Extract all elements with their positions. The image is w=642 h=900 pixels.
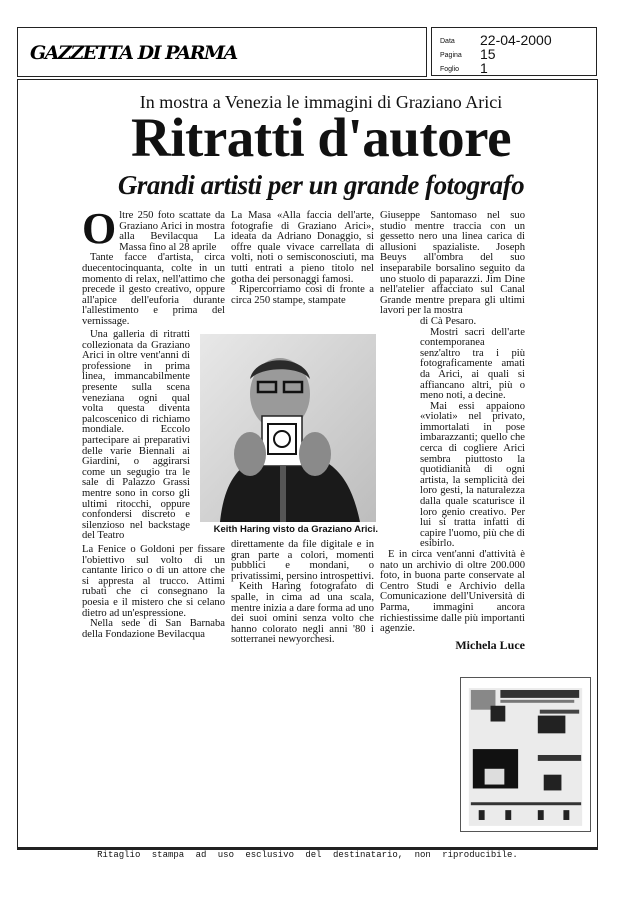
paragraph: Keith Haring fotografato di spalle, in cima ad una scala, mentre inizia a dare forma ad uno dei suoi omini senza volto che hanno colorato negli anni '80 i sotterranei newyorchesi. (231, 581, 374, 646)
page-thumbnail (460, 677, 591, 832)
meta-label: Foglio (440, 66, 460, 73)
paragraph: direttamente da file digitale e in gran parte a colori, momenti pubblici e mondani, o privatissimi, persino introspettivi. (231, 539, 375, 582)
paragraph (82, 204, 225, 253)
keith-haring-photo (200, 334, 376, 522)
photo-caption: Keith Haring visto da Graziano Arici. (213, 524, 378, 535)
column-2-bottom (231, 540, 374, 646)
article-subtitle: Grandi artisti per un grande fotografo (117, 170, 525, 200)
paragraph: Tante facce d'artista, circa duecentocinquanta, colte in un momento di relax, nell'attimo che precede il gesto creativo, oppure all'apice dell'euforia durante l'allestimento e prima del vernissage. (82, 252, 225, 327)
article-title: Ritratti d'autore (131, 107, 511, 168)
paragraph: La Masa «Alla faccia dell'arte, fotografie di Graziano Arici», ideata da Adriano Donaggio, si offre quale vivace carrellata di volti, noti o semisconosciuti, ma tutti entrati a pieno titolo nel gotha dei personaggi famosi. (231, 210, 374, 285)
paragraph-text: ltre 250 foto scattate da Graziano Arici in mostra alla Bevilacqua La Massa fino al 28 aprile (119, 210, 225, 253)
meta-value: 22-04-2000 (480, 32, 552, 48)
masthead-box (17, 27, 427, 77)
paragraph: E in circa vent'anni d'attività è nato un archivio di oltre 200.000 foto, in buona parte conservate al Centro Studi e Archivio della Comunicazione dell'Università di Parma, immagini ancora richiestissime dalle più importanti agenzie. (380, 549, 525, 635)
article-kicker: In mostra a Venezia le immagini di Graziano Arici (139, 92, 503, 112)
author-signature: Michela Luce (455, 637, 525, 652)
column-2-top (231, 211, 374, 306)
column-1-top (82, 204, 225, 328)
clipping-meta-box (431, 27, 597, 76)
paragraph: Ripercorriamo così di fronte a circa 250 stampe, stampate (231, 284, 374, 306)
paragraph: Nella sede di San Barnaba della Fondazione Bevilacqua (82, 618, 225, 640)
paragraph: Mostri sacri dell'arte contemporanea senz'altro tra i più fotograficamente amati da Arici, ai quali si affiancano altri, più o meno noti, a decine. (420, 326, 525, 402)
column-3-narrow (420, 317, 525, 550)
copyright-notice: Ritaglio stampa ad uso esclusivo del destinatario, non riproducibile. (97, 850, 518, 860)
meta-value: 1 (480, 60, 488, 76)
newspaper-logo: GAZZETTA DI PARMA (30, 42, 237, 64)
meta-label: Data (440, 38, 455, 45)
drop-cap: O (82, 204, 117, 253)
meta-value: 15 (480, 46, 496, 62)
paragraph: La Fenice o Goldoni per fissare l'obiettivo sul volto di un cantante lirico o di un attore che si appresta al trucco. Attimi rubati che ci consegnano la poesia e il mistero che si celano dietro ad un'espressione. (82, 544, 225, 619)
column-1-narrow (82, 330, 190, 542)
paragraph: Mai essi appaiono «violati» nel privato, immortalati in pose imbarazzanti; quello che cerca di cogliere Arici sembra piuttosto la quotidianità di ogni artista, la semplicità dei loro gesti, la naturalezza dalla quale scaturisce il loro genio creativo. Per lui si tratta infatti di capire l'uomo, più che di esibirlo. (420, 400, 525, 550)
paragraph: di Cà Pesaro. (420, 315, 477, 327)
paragraph: Giuseppe Santomaso nel suo studio mentre traccia con un gessetto nero una linea carica di allusioni spazialiste. Joseph Beuys all'ombra del suo inseparabile borsalino seguito da uno stuolo di paparazzi. Jim Dine nell'atelier affacciato sul Canal Grande mentre prepara gli ultimi lavori per la mostra (380, 210, 525, 317)
column-1-bottom (82, 545, 225, 640)
meta-label: Pagina (440, 52, 462, 59)
column-3 (380, 211, 525, 652)
paragraph: Una galleria di ritratti collezionata da Graziano Arici in oltre vent'anni di professione in prima linea, immancabilmente presente sulla scena veneziana ogni qual volta questa diventa palcoscenico di richiamo mondiale. Eccolo partecipare ai preparativi delle varie Biennali ai Giardini, o aggirarsi come un segugio tra le sale di Palazzo Grassi mentre sono in corso gli ultimi ritocchi, oppure confondersi discreto e silenzioso nel backstage del Teatro (82, 329, 190, 542)
